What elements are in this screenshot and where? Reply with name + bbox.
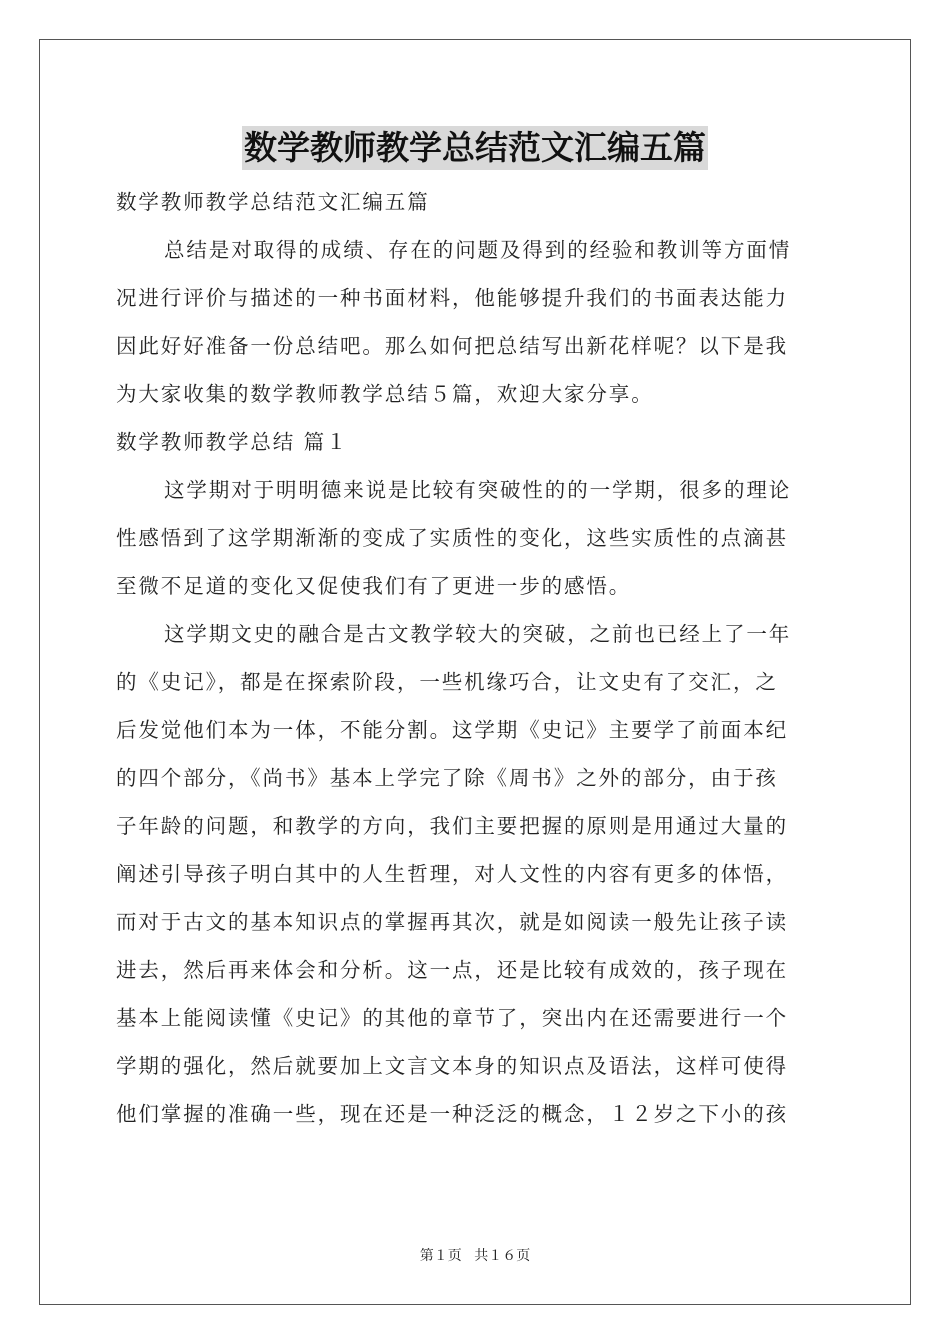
text-line: 数学教师教学总结 篇１ [116,430,349,454]
page-number: 第１页 [419,1248,462,1264]
text-line: 的《史记》，都是在探索阶段，一些机缘巧合，让文史有了交汇，之 [116,670,778,694]
text-line: 而对于古文的基本知识点的掌握再其次，就是如阅读一般先让孩子读 [116,910,788,934]
text-line: 性感悟到了这学期渐渐的变成了实质性的变化，这些实质性的点滴甚 [116,526,788,550]
text-line: 这学期文史的融合是古文教学较大的突破，之前也已经上了一年 [164,622,792,646]
text-line: 为大家收集的数学教师教学总结５篇，欢迎大家分享。 [116,382,654,406]
text-line: 总结是对取得的成绩、存在的问题及得到的经验和教训等方面情 [164,238,792,262]
page-footer [0,1245,950,1265]
text-line: 基本上能阅读懂《史记》的其他的章节了，突出内在还需要进行一个 [116,1006,788,1030]
text-line: 子年龄的问题，和教学的方向，我们主要把握的原则是用通过大量的 [116,814,788,838]
text-line: 数学教师教学总结范文汇编五篇 [116,190,430,214]
text-line: 因此好好准备一份总结吧。那么如何把总结写出新花样呢？以下是我 [116,334,788,358]
document-body [116,178,834,1138]
title-container [0,126,950,170]
text-line: 况进行评价与描述的一种书面材料，他能够提升我们的书面表达能力 [116,286,788,310]
text-line: 的四个部分，《尚书》基本上学完了除《周书》之外的部分，由于孩 [116,766,778,790]
text-line: 学期的强化，然后就要加上文言文本身的知识点及语法，这样可使得 [116,1054,788,1078]
text-line: 这学期对于明明德来说是比较有突破性的的一学期，很多的理论 [164,478,792,502]
page-total: 共１６页 [474,1248,531,1264]
text-line: 后发觉他们本为一体，不能分割。这学期《史记》主要学了前面本纪 [116,718,788,742]
text-line: 阐述引导孩子明白其中的人生哲理，对人文性的内容有更多的体悟， [116,862,788,886]
text-line: 至微不足道的变化又促使我们有了更进一步的感悟。 [116,574,632,598]
text-line: 他们掌握的准确一些，现在还是一种泛泛的概念，１２岁之下小的孩 [116,1102,788,1126]
text-line: 进去，然后再来体会和分析。这一点，还是比较有成效的，孩子现在 [116,958,788,982]
document-title: 数学教师教学总结范文汇编五篇 [242,126,708,170]
